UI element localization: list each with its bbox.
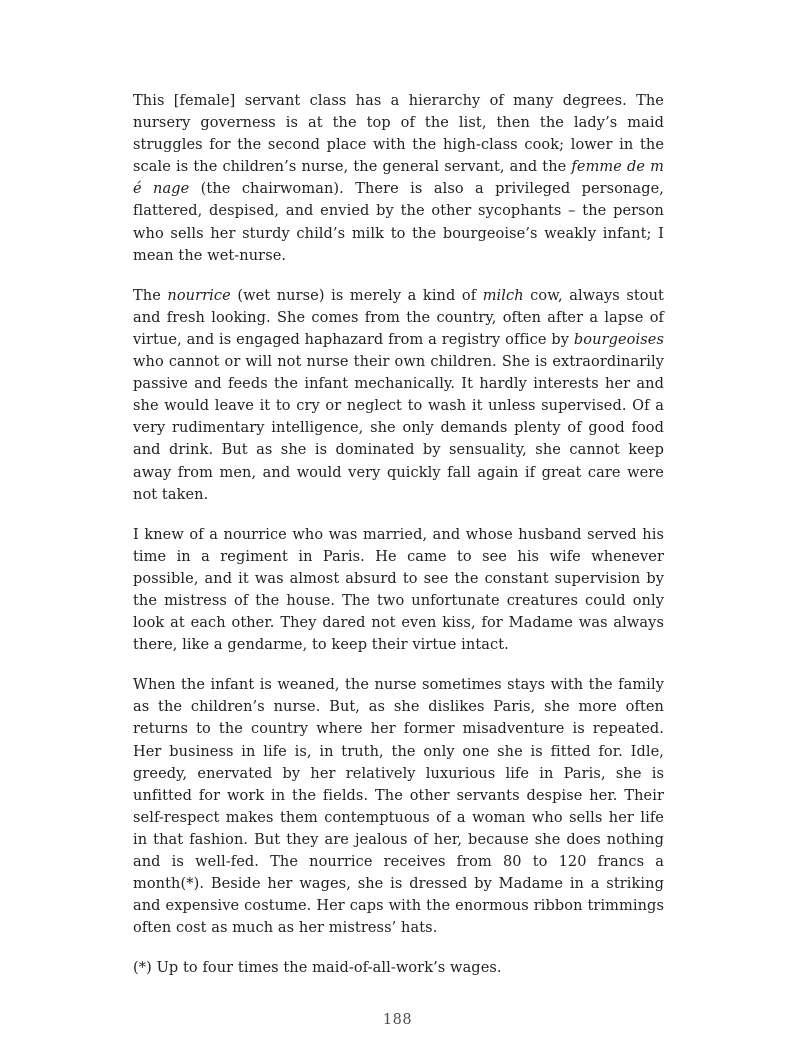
text-segment: (wet nurse) is merely a kind of (230, 287, 483, 304)
text-segment: (*) Up to four times the maid-of-all-work’s wages. (133, 960, 502, 977)
text-segment: When the infant is weaned, the nurse sometimes stays with the family as the children’s nurse. But, as she dislikes Paris, she more often returns to the country where her former misadventure is repeated. Her business in life is, in truth, the only one she is fitted for. Idle, greedy, enervated by her relatively luxurious life in Paris, she is unfitted for work in the fields. The other servants despise her. Their self-respect makes them contemptuous of a woman who sells her life in that fashion. But they are jealous of her, because she does nothing and is well-fed. The nourrice receives from 80 to 120 francs a month(*). Beside her wages, she is dressed by Madame in a striking and expensive costume. Her caps with the enormous ribbon trimmings often cost as much as her mistress’ hats. (133, 677, 664, 937)
text-segment: I knew of a nourrice who was married, and whose husband served his time in a regiment in Paris. He came to see his wife whenever possible, and it was almost absurd to see the constant supervision by the mistress of the house. The two unfortunate creatures could only look at each other. They dared not even kiss, for Madame was always there, like a gendarme, to keep their virtue intact. (133, 526, 664, 654)
text-segment: This [female] servant class has a hierarchy of many degrees. The nursery governess is at the top of the list, then the lady’s maid struggles for the second place with the high-class cook; lower in the scale is the children’s nurse, the general servant, and the (133, 93, 664, 176)
text-segment: (the chairwoman). There is also a privileged personage, flattered, despised, and envied by the other sycophants – the person who sells her sturdy child’s milk to the bourgeoise’s weakly infant; I mean the wet-nurse. (133, 181, 664, 264)
paragraph-3 (133, 524, 664, 657)
italic-text-segment: bourgeoises (573, 331, 664, 348)
italic-text-segment: femme de m é nage (133, 159, 664, 198)
paragraph-4 (133, 674, 664, 939)
paragraph-1 (133, 90, 664, 267)
text-segment: The (133, 287, 168, 304)
footnote (133, 957, 664, 979)
text-segment: cow, always stout and fresh looking. She comes from the country, often after a lapse of virtue, and is engaged haphazard from a registry office by (133, 287, 664, 348)
italic-text-segment: nourrice (167, 287, 231, 304)
italic-text-segment: milch (482, 287, 524, 304)
paragraph-2 (133, 285, 664, 506)
page-number: 188 (382, 1012, 413, 1028)
text-segment: who cannot or will not nurse their own children. She is extraordinarily passive and feeds the infant mechanically. It hardly interests her and she would leave it to cry or neglect to wash it unless supervised. Of a very rudimentary intelligence, she only demands plenty of good food and drink. But as she is dominated by sensuality, she cannot keep away from men, and would very quickly fall again if great care were not taken. (133, 354, 664, 503)
text-column (133, 90, 664, 997)
